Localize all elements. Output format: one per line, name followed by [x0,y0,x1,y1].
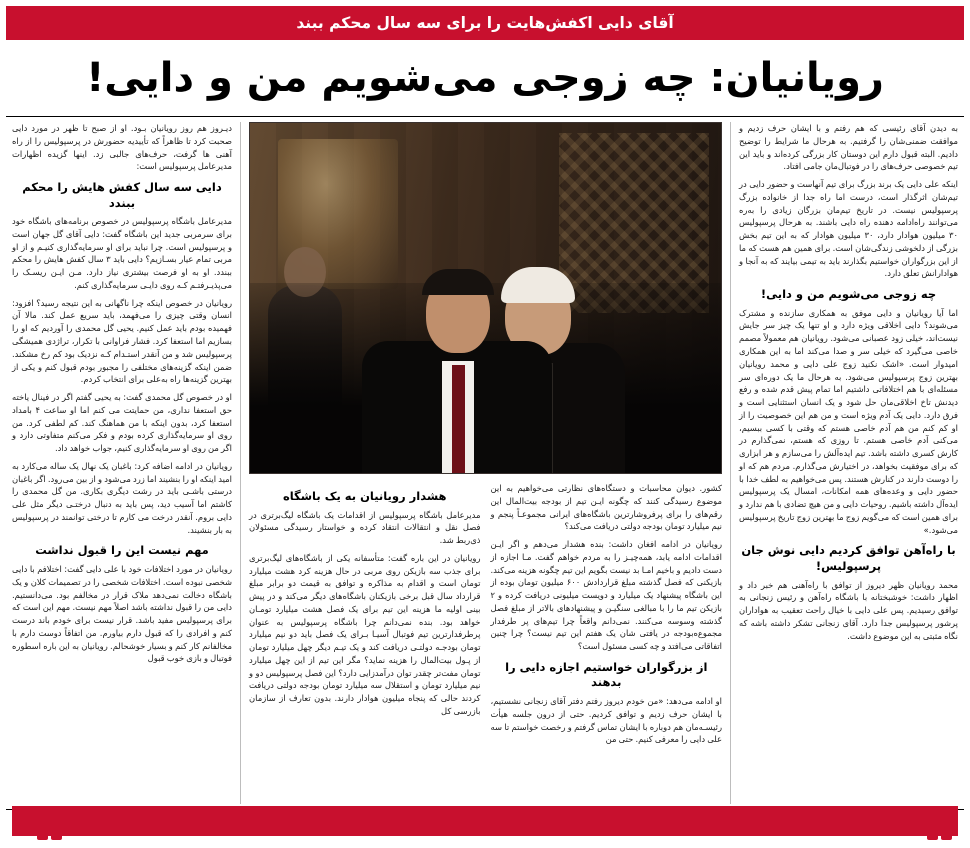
paragraph: او در خصوص گل محمدی گفت: به یحیی گفتم اگر در فینال یاخته حق استعفا نداری، من حمایتت می کنم اما او ساعت ۴ بامداد استعفا کرد، بدون اینکه با من هماهنگ کند. کم لطفی کرد. من روی او سرمایه‌گذاری کرده بودم و فکر می‌کنم متفاوتی دارد و اگر من روی او سرمایه‌گذاری کنیم، جواب خواهد داد. [12,392,233,454]
subheading: دایی سه سال کفش هایش را محکم ببندد [22,180,222,210]
paragraph: کشور. دیوان محاسبات و دستگاه‌های نظارتی می‌خواهیم به این موضوع رسیدگی کنند که چگونه ایـن تیم از بودجه بیت‌المال این رقم‌های را برای پرفروشارترین باشگاه‌های ایرانی مجموعـاً پنجم و نیم میلیارد تومان بودجه دولتی دریافت می‌کند؟ [490,483,722,532]
bottom-banner [12,806,958,836]
article-photo [249,122,722,474]
paragraph: مدیرعامل باشگاه پرسپولیس در خصوص برنامه‌های باشگاه خود برای سرمربی جدید این باشگاه گفت: دایی آقای گل جهان است و پرسپولیس است. چرا نباید برای او سرمایه‌گذاری کنیـم و از او مربی تمام عیار بسـازیم؟ دایی باید ۳ سال کفش هایش را محکم ببندد. او به او فرصت بیشتری نیاز دارد. مـن ایـن ریسـک را می‌پذیـرفتـم کـه روی دایـی سرمایه‌گذاری کنم. [12,216,232,290]
subheading: مهم نیست این را قبول نداشت [35,543,209,558]
column-middle-text-grid [249,482,722,751]
column-middle-inner-left [249,482,481,751]
divider-top [6,116,964,117]
paragraph: اما آیا رویانیان و دایی موفق به همکاری سازنده و مشترک می‌شوند؟ دایی اخلاقی ویژه دارد و او تنها یک چیز سر جایش نیست‌اند، خیلی زود عصبانی می‌شود. رویانیان هم معمولاً مصمم خاصی می‌گیرد که خیلی سر و صدا می‌کند اما به این همکاری امیدوار است. «اشک نکنید زوج علی دایی و محمد رویانیان بهترین زوج پرسپولیس می‌شود. به هرحال ما یک دوره‌ای سر مسئله‌ای با هم اختلافاتی داشتیم اما تمام پیش قدم شده و رفع دیدنش تاخ اخلاقی‌مان حل شود و یک انسان استثنایی است و فرق دارد. دایی یک آدم ویژه است و من هم این خصوصیت را از او کم کنم من هم آدم خاصی هستم که وقتی با کسی ببسیم، می‌کنی آدم خاصی هستم. تا روزی که هستم، نمی‌گذارم در کارش کسری داشته باشد. تیم ایده‌آلش را می‌سازم و هر ابزاری که برای موفقیت بخواهد، در اختیارش می‌گذارم. مردم هم که او را دوست دارند در کنارش هستند. پس می‌خواهیم به لطف خدا با حضور دایی و وعده‌های همه امکانات، امسال یک پرسپولیس ایده‌آل داشته باشیم. روحیات دایی و من هیچ تضادی با هم ندارد و برای همین است که می‌گویم زوج ما بهترین زوج تاریخ پرسپولیس می‌شود.» [739,307,958,535]
headline-area [0,44,970,112]
paragraph: مدیرعامل باشگاه پرسپولیس از اقدامات یک باشگاه لیگ‌برتری در فصل نقل و انتقالات انتقاد کرده و خواستار رسیدگی مسئولان ذی‌ربط شد. [249,509,481,546]
column-left [8,122,240,804]
column-middle-inner-right [491,482,723,751]
paragraph: به دیدن آقای رئیسی که هم رفتم و با ایشان حرف زدیم و موافقت ضمنی‌شان را گرفتیم. به هرحال ما شرایط را توضیح دادیم. البته قبول دارم این دوستان کار بزرگی کرده‌اند و باید این تیم خصوصی حرف‌های را در فوتبال‌مان جامی افتاد. [739,123,958,172]
paragraph: رویانیان در خصوص اینکه چرا ناگهانی به این نتیجه رسید؟ افزود: انسان وقتی چیزی را می‌فهمد، باید سریع عمل کند. مالا آن فهمیده بودم باید عمل کنیم. یحیی گل محمدی را آوردیم که او را بسازیم اما استعفا کرد. فشار فراوانی با تکرار، تراژدی همیشگی پرسپولیس شد و من آنقدر استـدام کـه نزدیک بود کم رخ مشکند. ضمن اینکه گزینه‌های مختلفی را مجبور بودم قبول کنم و یکی از بهترین گزینه‌ها راه به‌علی برای انتخاب کردم. [12,297,232,385]
subheading: از بزرگواران خواستیم اجازه دایی را بدهند [505,659,708,690]
newspaper-logo-icon [18,806,62,840]
banner-kicker: آقای دایی‌ ا‌کفش‌هایت را برای سه سال محکم ببند [296,14,674,32]
paragraph: دیـروز هم روز رویانیان بـود. او از صبح تا ظهر در مورد دایی صحبت کرد تا ظاهراً که تأییدیه حضورش در پرسپولیس را از راه آهنی ها گرفت، حرف‌های جالبی زد. اینها گزیده اظهارات مدیرعامل پرسپولیس است: [12,123,232,172]
column-right [730,122,962,804]
subheading: هشدار رویانیان به یک باشگاه [282,489,447,503]
paragraph: رویانیان در مورد اختلافات خود با علی دایی گفت: اختلافم با دایی شخصی نبوده است. اختلافات شخصی را در تصمیمات کلان و یک باشگاه دخالت نمی‌دهد ملاک قرار در مخالفم بود. می‌دانستیم. دایی من را قبول نداشته باشد اصلاً مهم نیست. مهم این است که برای پرسپولیس مفید باشد. قرار نیست برای خودم باند درست کنم و افرادی را که قبول دارم بیاورم. من اتفاقاً دوست دارم با مخالفانم کار کنم و بسیار خوشحالم. رویانیان به این باره اسطوره فوتبال و بازی خوب قبول [12,563,232,664]
newspaper-logo-icon [908,806,952,840]
paragraph: رویانیان در این باره گفت: متأسفانه یکی از باشگاه‌های لیگ‌برتری برای جذب سه بازیکن روی مربی در حال هزینه کرد هشت میلیارد تومان است و اقدام به مذاکره و توافق به قیمت دو برابر مبلغ قرارداد سال قبل برخی بازیکنان باشگاه‌های دیگر می‌کند و در پیش بینی اولیه ما هزینه این تیم برای یک فصل هشت میلیارد تومـان خواهد بود. بنده نمی‌دانم چرا باشگاه پرسپولیس به عنوان پرطرفدارترین تیم فوتبال آسیـا بـرای یک فصل باید دو نیم میلیارد تومان بودجـه دولتـی دریافت کند و یک تیـم دیگر چهل میلیارد تومان از پـول بیت‌المال را هزینه نماید؟ مگر این تیم از این چهل میلیارد تومان مفت‌تر چقدر توان درآمدزایی دارد؟ این فصل پرسپولیس دو و نیم میلیارد تومان و استقلال سه میلیارد تومان بودجه دولتی دریافت کردند حالی که پنجاه میلیون هوادار دارند. بدون تعارف از سازمان بازرسی کل [249,552,481,716]
paragraph: رویانیان در ادامه اضافه کرد: باغبان یک نهال یک ساله می‌کارد به امید اینکه او را بنشیند اما زرد می‌شود و از بین می‌رود. اگر باغبان درستی باشـی باید در رشت دیگری بکاری. من گل محمدی را کاشتم اما آسیب دید، پس باید به دنبال درختـی دیگر مثل علی دایی بروم. آنقدر درخت می کارم تا درختی توانمند در پرسپولیس به بار بنشیند. [12,460,232,535]
page-title: رویانیان: چه زوجی می‌شویم من و دایی! [86,55,884,101]
top-banner [6,6,964,40]
bottom-strip [6,812,964,842]
paragraph: رویانیان در ادامه افغان داشت: بنده هشدار می‌دهم و اگر ایـن اقدامات ادامه یابد، همه‌چیـز را به مردم خواهم گفت. مـا اجازه از دست دادیم و باخیم امـا بد نیست بگویم این تیم چگونه هزینه می‌کند. بازیکنی که فصل گذشته مبلغ قرارداد‌ش ۶۰۰ میلیون تومان بوده از این باشگاه پیشنهاد یک میلیارد و دویست میلیونی دریافت کرده و ۲ بازیکن تیم ما را با مبالغی سنگیـن و پیشنهادهای بالاتر از مبلغ فصل گذشته و‌سوسه می‌کنند. نمی‌دانم واقعاً چرا تیم‌های پر طرفدار مجموع‌ه‌بودجه در یافتی شان یک هفتم این تیم نیست؟ چرا چنین اتفاقاتی می‌افتد و چه کسی مسئول است؟ [490,539,722,652]
column-middle [240,122,730,804]
paragraph: اینکه علی دایی یک برند بزرگ برای تیم آنهاست و حضور دایی در تیم‌شان اثرگذار است، درست اما راه جدا از خانواده بزرگ پرسپولیس نیست. در تاریخ تیم‌مان بزرگان زیادی را به‌ره می‌توانند راه‌ادامه دهنده راه دایی باشند. به هرحال پرسپولیس ۳۰ میلیون هوادار دارد، ۳۰ میلیون هوادار که به این تیم بخش بزرگی از دلخوشی زندگی‌شان است. برای همین هم هست که ما از این بزرگواران خواستیم بگذارند باید به تیمی بیایند که به آنجا و هوادارانش تعلق دارد. [739,179,958,279]
photo-figure-right-tie [452,365,465,473]
article-body [8,122,962,804]
subheading: چه زوجی می‌شویم من و دایی! [760,287,937,302]
subheading: با راه‌آهن توافق کردیم دایی نوش جان پرسپولیس! [741,543,956,573]
paragraph: او ادامه می‌دهد: «من خودم دیروز رفتم دفتر آقای زنجانی نشستیم، با ایشان حرف زدیم و توافق کردیم. حتی از درون جلسه هیأت رئیسـه‌مان هم دوباره با ایشان تماس گرفتم و رخصت خواستم تا سه علی دایی را معرفی کنیم. حتی من [490,695,722,745]
paragraph: محمد رویانیان ظهر دیروز از توافق با راه‌آهنی هم خبر داد و اظهار داشت: خوشبختانه با باشگاه راه‌آهن و رئیس زنجانی به توافق رسیدیم. پس علی دایی با خیال راحت تعقیب به هواداران پرشور پرسپولیس جدا دارد. آقای زنجانی تشکر داشته باشه که نگاه مثبتی به این موضوع داشت. [739,579,958,641]
